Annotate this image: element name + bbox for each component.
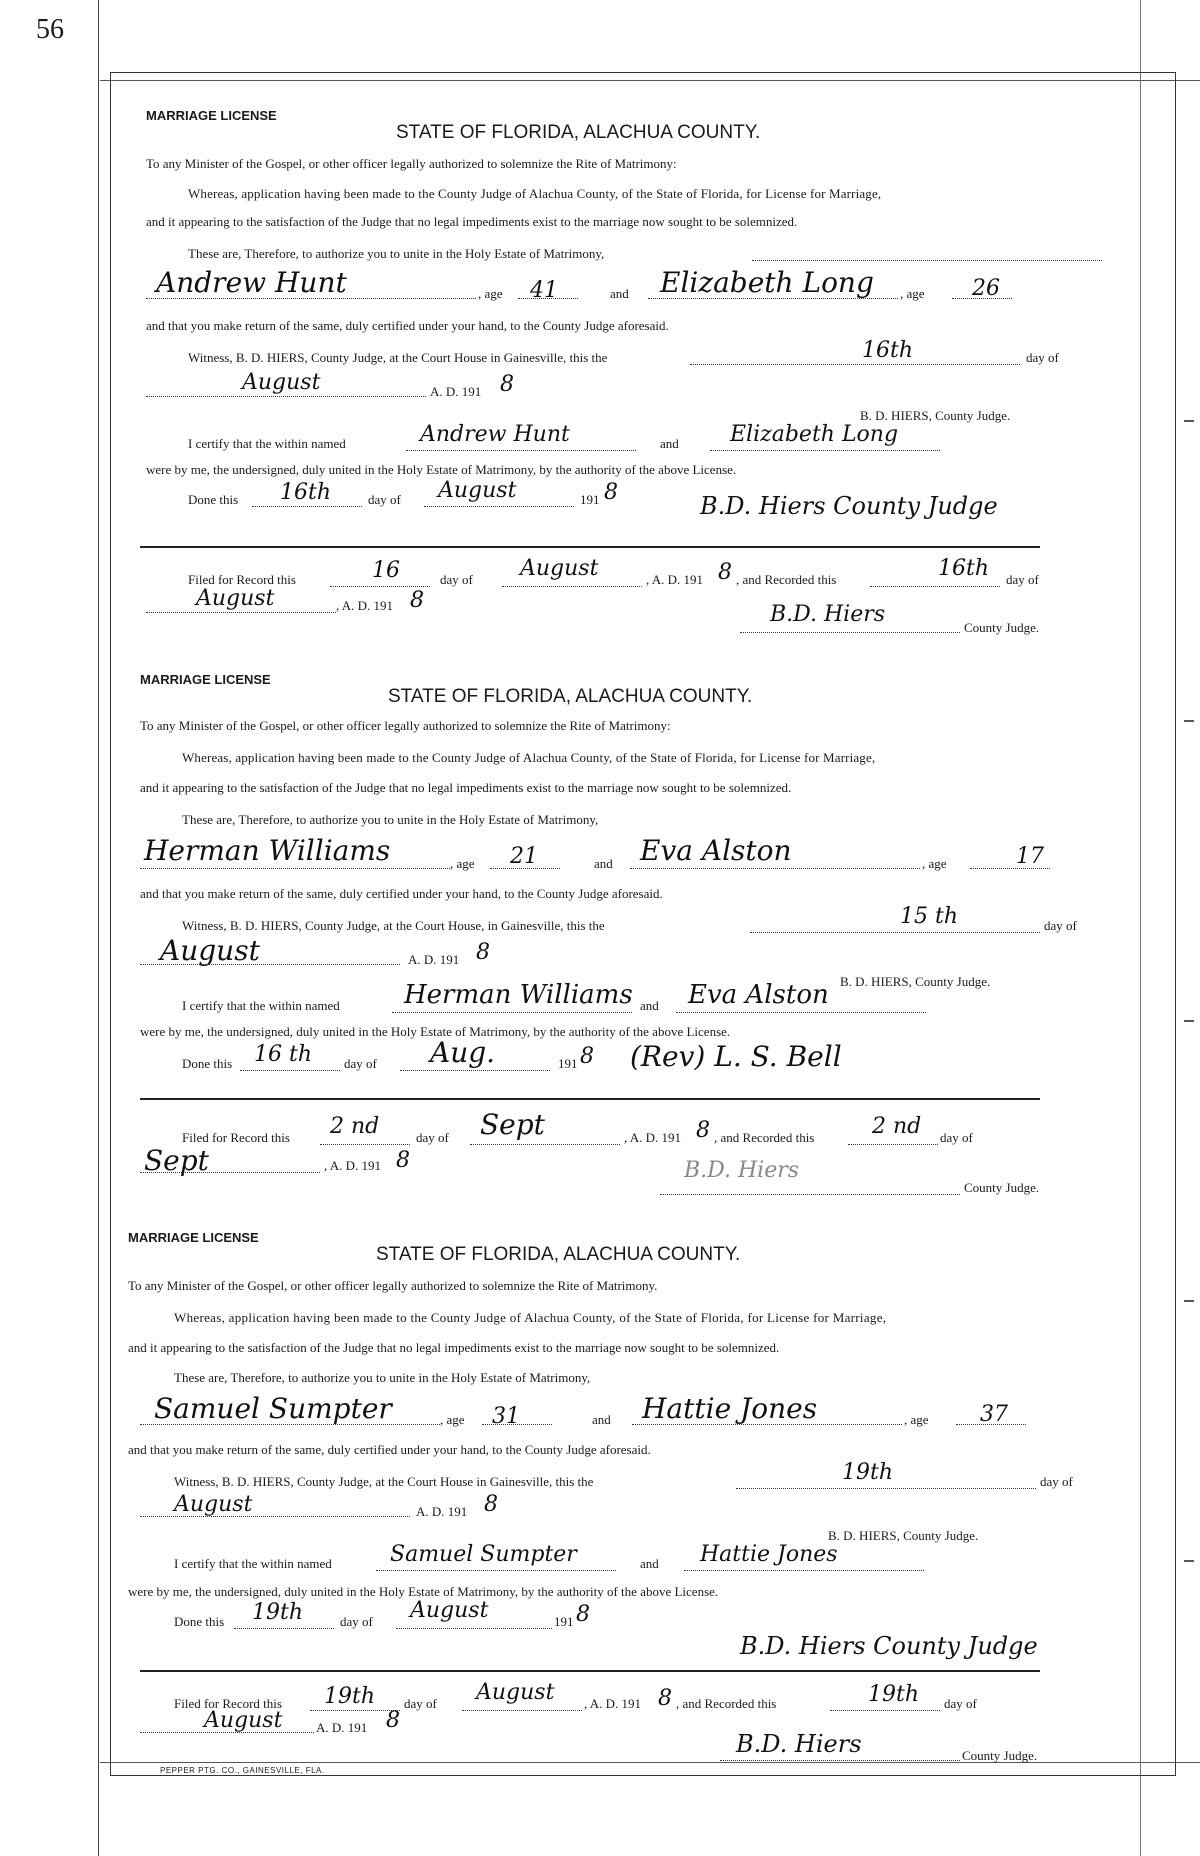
blank-line [970, 868, 1050, 869]
section-divider [140, 1670, 1040, 1672]
blank-line [140, 1516, 410, 1517]
blank-line [482, 1424, 552, 1425]
day-of-label: day of [940, 1130, 973, 1145]
blank-line [736, 1488, 1036, 1489]
done-day: 16 th [254, 1042, 312, 1067]
certify-bride: Eva Alston [688, 980, 829, 1010]
section-divider [140, 1098, 1040, 1100]
blank-line [234, 1628, 334, 1629]
appearing-line: and it appearing to the satisfaction of the Judge that no legal impediments exist to the marriage now sought to be solemnized. [146, 214, 798, 229]
recorded-month: August [196, 586, 275, 611]
authorize-line: These are, Therefore, to authorize you to unite in the Holy Estate of Matrimony, [174, 1370, 591, 1385]
blank-line [146, 298, 476, 299]
filed-day: 2 nd [330, 1114, 380, 1139]
marriage-license-3 [128, 1224, 1110, 1764]
blank-line [424, 506, 574, 507]
done-year: 8 [580, 1044, 594, 1069]
blank-line [720, 1760, 960, 1761]
and-label: and [660, 436, 679, 451]
license-label: MARRIAGE LICENSE [128, 1230, 259, 1245]
year-prefix: 191 [580, 492, 600, 507]
ad-filed-label: , A. D. 191 [324, 1158, 382, 1173]
bride-name: Hattie Jones [642, 1392, 818, 1425]
ad-label: A. D. 191 [408, 952, 460, 967]
county-judge-label: County Judge. [964, 1180, 1040, 1195]
state-title: STATE OF FLORIDA, ALACHUA COUNTY. [376, 1244, 741, 1265]
state-title: STATE OF FLORIDA, ALACHUA COUNTY. [396, 122, 761, 143]
blank-line [952, 298, 1012, 299]
recorded-year: 8 [410, 588, 424, 613]
side-tick [1184, 720, 1194, 722]
ad-filed-label: A. D. 191 [316, 1720, 368, 1735]
blank-line [470, 1144, 620, 1145]
license-label: MARRIAGE LICENSE [146, 108, 277, 123]
blank-line [140, 1424, 440, 1425]
blank-line [752, 260, 1102, 261]
filed-day: 16 [372, 558, 400, 583]
and-label: and [594, 856, 613, 871]
judge-signature: B.D. Hiers [736, 1730, 862, 1758]
blank-line [406, 450, 636, 451]
day-of-label: day of [416, 1130, 449, 1145]
ad-filed-label: , A. D. 191 [624, 1130, 682, 1145]
done-month: August [438, 478, 517, 503]
binding-line [98, 0, 99, 1856]
ad-filed-label: , A. D. 191 [584, 1696, 642, 1711]
filed-label: Filed for Record this [188, 572, 296, 587]
blank-line [376, 1570, 616, 1571]
recorded-label: , and Recorded this [676, 1696, 777, 1711]
recorded-month: Sept [144, 1144, 209, 1177]
certify-line: I certify that the within named [188, 436, 346, 451]
year-prefix: 191 [558, 1056, 578, 1071]
recorded-day: 19th [868, 1682, 920, 1707]
certify-bride: Hattie Jones [700, 1542, 838, 1567]
done-this-label: Done this [188, 492, 239, 507]
page-number: 56 [36, 14, 64, 45]
witness-year: 8 [476, 940, 490, 965]
judge-name: B. D. HIERS, County Judge. [860, 408, 1011, 423]
blank-line [750, 932, 1040, 933]
state-title: STATE OF FLORIDA, ALACHUA COUNTY. [388, 686, 753, 707]
witness-month: August [242, 370, 321, 395]
day-of-label: day of [368, 492, 401, 507]
blank-line [684, 1570, 924, 1571]
age-label: , age [440, 1412, 465, 1427]
and-label: and [640, 998, 659, 1013]
blank-line [518, 298, 578, 299]
authorize-line: These are, Therefore, to authorize you to unite in the Holy Estate of Matrimony, [182, 812, 599, 827]
blank-line [330, 586, 430, 587]
witness-line: Witness, B. D. HIERS, County Judge, at the Court House in Gainesville, this the [174, 1474, 594, 1489]
filed-month: August [476, 1680, 555, 1705]
done-month: August [410, 1598, 489, 1623]
blank-line [252, 506, 362, 507]
done-day: 16th [280, 480, 332, 505]
witness-day: 15 th [900, 904, 958, 929]
side-tick [1184, 1300, 1194, 1302]
blank-line [400, 1070, 550, 1071]
witness-year: 8 [484, 1492, 498, 1517]
groom-name: Samuel Sumpter [154, 1392, 392, 1425]
blank-line [240, 1070, 340, 1071]
done-month: Aug. [430, 1036, 496, 1069]
done-day: 19th [252, 1600, 304, 1625]
day-of-label: day of [440, 572, 473, 587]
blank-line [140, 1172, 320, 1173]
blank-line [848, 1144, 938, 1145]
ad-label: A. D. 191 [430, 384, 482, 399]
whereas-line: Whereas, application having been made to the County Judge of Alachua County, of the State of Florida, for License for Marriage, [174, 1310, 887, 1325]
filed-label: Filed for Record this [174, 1696, 282, 1711]
age-label: , age [922, 856, 947, 871]
blank-line [830, 1710, 940, 1711]
blank-line [710, 450, 940, 451]
appearing-line: and it appearing to the satisfaction of the Judge that no legal impediments exist to the marriage now sought to be solemnized. [140, 780, 792, 795]
bride-age: 17 [1016, 844, 1044, 869]
blank-line [146, 396, 426, 397]
day-of-label: day of [1026, 350, 1059, 365]
witness-month: August [174, 1492, 253, 1517]
section-divider [140, 546, 1040, 548]
filed-day: 19th [324, 1684, 376, 1709]
recorded-year: 8 [386, 1708, 400, 1733]
blank-line [870, 586, 1000, 587]
blank-line [490, 868, 560, 869]
judge-name: B. D. HIERS, County Judge. [828, 1528, 979, 1543]
witness-day: 16th [862, 338, 914, 363]
certify-line: I certify that the within named [182, 998, 340, 1013]
done-year: 8 [576, 1602, 590, 1627]
and-label: and [640, 1556, 659, 1571]
groom-age: 21 [510, 844, 538, 869]
blank-line [320, 1144, 410, 1145]
blank-line [956, 1424, 1026, 1425]
and-label: and [610, 286, 629, 301]
bride-age: 26 [972, 276, 1000, 301]
bride-name: Eva Alston [640, 834, 792, 867]
license-label: MARRIAGE LICENSE [140, 672, 271, 687]
blank-line [396, 1628, 552, 1629]
groom-name: Herman Williams [144, 834, 391, 867]
certify-groom: Herman Williams [404, 980, 633, 1010]
blank-line [146, 612, 336, 613]
certify-bride: Elizabeth Long [730, 422, 899, 447]
day-of-label: day of [1044, 918, 1077, 933]
ad-filed-label: , A. D. 191 [646, 572, 704, 587]
day-of-label: day of [404, 1696, 437, 1711]
printer-imprint: PEPPER PTG. CO., GAINESVILLE, FLA. [160, 1766, 325, 1775]
blank-line [660, 1194, 960, 1195]
blank-line [392, 1012, 632, 1013]
judge-signature: B.D. Hiers [684, 1158, 800, 1183]
day-of-label: day of [340, 1614, 373, 1629]
certify-groom: Andrew Hunt [420, 422, 570, 447]
done-year: 8 [604, 480, 618, 505]
filed-year: 8 [718, 560, 732, 585]
blank-line [676, 1012, 926, 1013]
witness-year: 8 [500, 372, 514, 397]
united-line: were by me, the undersigned, duly united in the Holy Estate of Matrimony, by the authority of the above License. [128, 1584, 719, 1599]
officiant-signature: (Rev) L. S. Bell [630, 1040, 842, 1073]
side-tick [1184, 1020, 1194, 1022]
recorded-label: , and Recorded this [736, 572, 837, 587]
return-line: and that you make return of the same, duly certified under your hand, to the County Judge aforesaid. [140, 886, 663, 901]
side-tick [1184, 1560, 1194, 1562]
recorded-label: , and Recorded this [714, 1130, 815, 1145]
ad-label: A. D. 191 [416, 1504, 468, 1519]
day-of-label: day of [1006, 572, 1039, 587]
address-line: To any Minister of the Gospel, or other officer legally authorized to solemnize the Rite of Matrimony. [128, 1278, 658, 1293]
witness-day: 19th [842, 1460, 894, 1485]
side-tick [1184, 420, 1194, 422]
judge-name: B. D. HIERS, County Judge. [840, 974, 991, 989]
recorded-month: August [204, 1708, 283, 1733]
filed-year: 8 [696, 1118, 710, 1143]
blank-line [502, 586, 642, 587]
groom-age: 31 [492, 1404, 520, 1429]
filed-year: 8 [658, 1686, 672, 1711]
recorded-day: 2 nd [872, 1114, 922, 1139]
return-line: and that you make return of the same, duly certified under your hand, to the County Judge aforesaid. [146, 318, 669, 333]
recorded-year: 8 [396, 1148, 410, 1173]
officiant-signature: B.D. Hiers County Judge [740, 1632, 1038, 1660]
groom-age: 41 [530, 278, 558, 303]
united-line: were by me, the undersigned, duly united in the Holy Estate of Matrimony, by the authority of the above License. [146, 462, 737, 477]
filed-month: Sept [480, 1108, 545, 1141]
filed-label: Filed for Record this [182, 1130, 290, 1145]
judge-signature: B.D. Hiers [770, 602, 886, 627]
address-line: To any Minister of the Gospel, or other officer legally authorized to solemnize the Rite of Matrimony: [140, 718, 671, 733]
certify-line: I certify that the within named [174, 1556, 332, 1571]
blank-line [630, 868, 920, 869]
blank-line [140, 1732, 314, 1733]
united-line: were by me, the undersigned, duly united in the Holy Estate of Matrimony, by the authority of the above License. [140, 1024, 731, 1039]
day-of-label: day of [344, 1056, 377, 1071]
county-judge-label: County Judge. [962, 1748, 1038, 1763]
county-judge-label: County Judge. [964, 620, 1040, 635]
and-label: and [592, 1412, 611, 1427]
blank-line [140, 964, 400, 965]
day-of-label: day of [1040, 1474, 1073, 1489]
appearing-line: and it appearing to the satisfaction of the Judge that no legal impediments exist to the marriage now sought to be solemnized. [128, 1340, 780, 1355]
return-line: and that you make return of the same, duly certified under your hand, to the County Judge aforesaid. [128, 1442, 651, 1457]
certify-groom: Samuel Sumpter [390, 1542, 577, 1567]
address-line: To any Minister of the Gospel, or other officer legally authorized to solemnize the Rite of Matrimony: [146, 156, 677, 171]
blank-line [140, 868, 450, 869]
age-label: , age [900, 286, 925, 301]
whereas-line: Whereas, application having been made to the County Judge of Alachua County, of the State of Florida, for License for Marriage, [182, 750, 876, 765]
bride-age: 37 [980, 1402, 1008, 1427]
done-this-label: Done this [182, 1056, 233, 1071]
blank-line [690, 364, 1020, 365]
witness-month: August [160, 934, 260, 967]
age-label: , age [478, 286, 503, 301]
officiant-signature: B.D. Hiers County Judge [700, 492, 998, 520]
blank-line [648, 298, 898, 299]
recorded-day: 16th [938, 556, 990, 581]
ad-filed-label: , A. D. 191 [336, 598, 394, 613]
filed-month: August [520, 556, 599, 581]
year-prefix: 191 [554, 1614, 574, 1629]
groom-name: Andrew Hunt [156, 266, 347, 299]
blank-line [462, 1710, 582, 1711]
marriage-license-1 [140, 100, 1110, 640]
blank-line [632, 1424, 902, 1425]
witness-line: Witness, B. D. HIERS, County Judge, at the Court House, in Gainesville, this the [182, 918, 605, 933]
authorize-line: These are, Therefore, to authorize you to unite in the Holy Estate of Matrimony, [188, 246, 605, 261]
marriage-license-2 [140, 664, 1110, 1204]
bride-name: Elizabeth Long [660, 266, 874, 299]
witness-line: Witness, B. D. HIERS, County Judge, at the Court House in Gainesville, this the [188, 350, 608, 365]
done-this-label: Done this [174, 1614, 225, 1629]
whereas-line: Whereas, application having been made to the County Judge of Alachua County, of the State of Florida, for License for Marriage, [188, 186, 882, 201]
blank-line [740, 632, 960, 633]
day-of-label: day of [944, 1696, 977, 1711]
age-label: , age [904, 1412, 929, 1427]
age-label: , age [450, 856, 475, 871]
